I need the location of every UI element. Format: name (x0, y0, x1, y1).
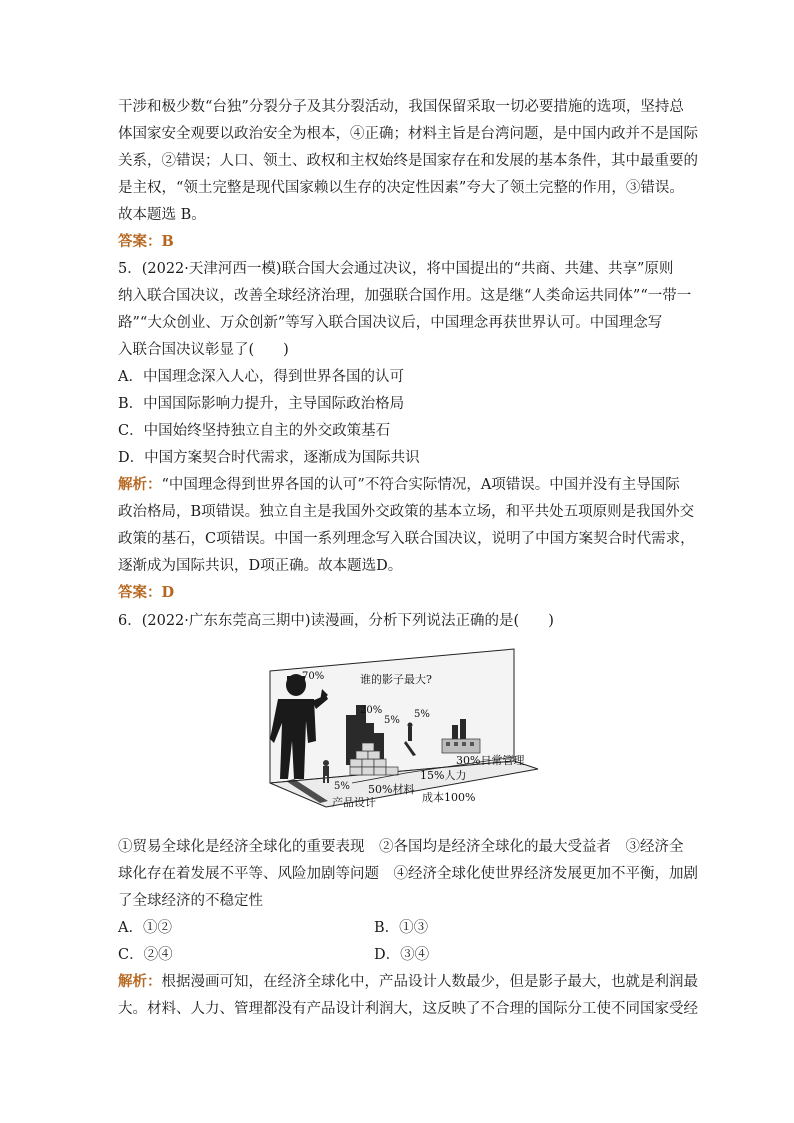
statement-line: 了全球经济的不稳定性 (118, 893, 263, 909)
label-material: 50%材料 (368, 783, 415, 796)
label-labor: 15%人力 (420, 769, 467, 782)
statement-line: ①贸易全球化是经济全球化的重要表现 ②各国均是经济全球化的最大受益者 ③经济全 (118, 839, 684, 855)
paragraph-line: 故本题选 B。 (118, 207, 206, 223)
statement-line: 球化存在着发展不平等、风险加剧等问题 ④经济全球化使世界经济发展更加不平衡，加剧 (118, 866, 698, 882)
option-b: B．中国国际影响力提升，主导国际政治格局 (118, 396, 405, 412)
answer-label: 答案：B (118, 233, 174, 250)
paragraph-line: 是主权，“领土完整是现代国家赖以生存的决定性因素”夸大了领土完整的作用，③错误。 (118, 180, 684, 196)
question-5-stem: 纳入联合国决议，改善全球经济治理，加强联合国作用。这是继“人类命运共同体”“一带一 (118, 288, 692, 304)
analysis-line: 逐渐成为国际共识，D项正确。故本题选D。 (118, 558, 403, 574)
pct-labor-shadow: 5% (384, 715, 400, 726)
label-management: 30%日常管理 (456, 754, 525, 767)
cartoon-illustration (256, 643, 546, 813)
analysis-line (118, 475, 680, 495)
pct-design-figure: 5% (334, 781, 350, 792)
question-5-stem: 5．(2022·天津河西一模)联合国大会通过决议，将中国提出的“共商、共建、共享”原则 (118, 261, 674, 277)
paragraph-line: 体国家安全观要以政治安全为根本，④正确；材料主旨是台湾问题，是中国内政并不是国际 (118, 126, 698, 142)
analysis-text: 根据漫画可知，在经济全球化中，产品设计人数最少，但是影子最大，也就是利润最 (161, 974, 698, 990)
option-a: A．中国理念深入人心，得到世界各国的认可 (118, 369, 404, 385)
analysis-line (118, 972, 698, 992)
question-6-stem: 6．(2022·广东东莞高三期中)读漫画，分析下列说法正确的是( ) (118, 613, 554, 629)
cartoon-title: 谁的影子最大? (360, 673, 432, 686)
analysis-line: 政治格局，B项错误。独立自主是我国外交政策的基本立场，和平共处五项原则是我国外交 (118, 504, 695, 520)
label-cost: 成本100% (422, 791, 476, 804)
analysis-label: 解析： (118, 476, 162, 493)
analysis-line: 大。材料、人力、管理都没有产品设计利润大，这反映了不合理的国际分工使不同国家受经 (118, 1001, 698, 1017)
option-c: C．中国始终坚持独立自主的外交政策基石 (118, 423, 391, 439)
option-d: D．中国方案契合时代需求，逐渐成为国际共识 (118, 450, 420, 466)
paragraph-line: 干涉和极少数“台独”分裂分子及其分裂活动，我国保留采取一切必要措施的选项，坚持总 (118, 99, 684, 115)
analysis-label: 解析： (118, 973, 162, 990)
option-d: D．③④ (374, 947, 430, 963)
label-design: 产品设计 (332, 796, 376, 809)
paragraph-line: 关系，②错误；人口、领土、政权和主权始终是国家存在和发展的基本条件，其中最重要的 (118, 153, 698, 169)
question-5-stem: 入联合国决议彰显了( ) (118, 342, 289, 358)
answer-label: 答案：D (118, 584, 175, 601)
option-c: C．②④ (118, 947, 173, 963)
pct-design-shadow: 70% (302, 671, 325, 682)
analysis-text: “中国理念得到世界各国的认可”不符合实际情况，A项错误。中国并没有主导国际 (161, 477, 680, 493)
question-5-stem: 路”“大众创业、万众创新”等写入联合国决议后，中国理念再获世界认可。中国理念写 (118, 315, 663, 331)
pct-mgmt-shadow: 5% (414, 709, 430, 720)
pct-material-shadow: 20% (360, 705, 383, 716)
analysis-line: 政策的基石，C项错误。中国一系列理念写入联合国决议，说明了中国方案契合时代需求， (118, 531, 695, 547)
option-a: A．①② (118, 920, 172, 936)
option-b: B．①③ (374, 920, 429, 936)
